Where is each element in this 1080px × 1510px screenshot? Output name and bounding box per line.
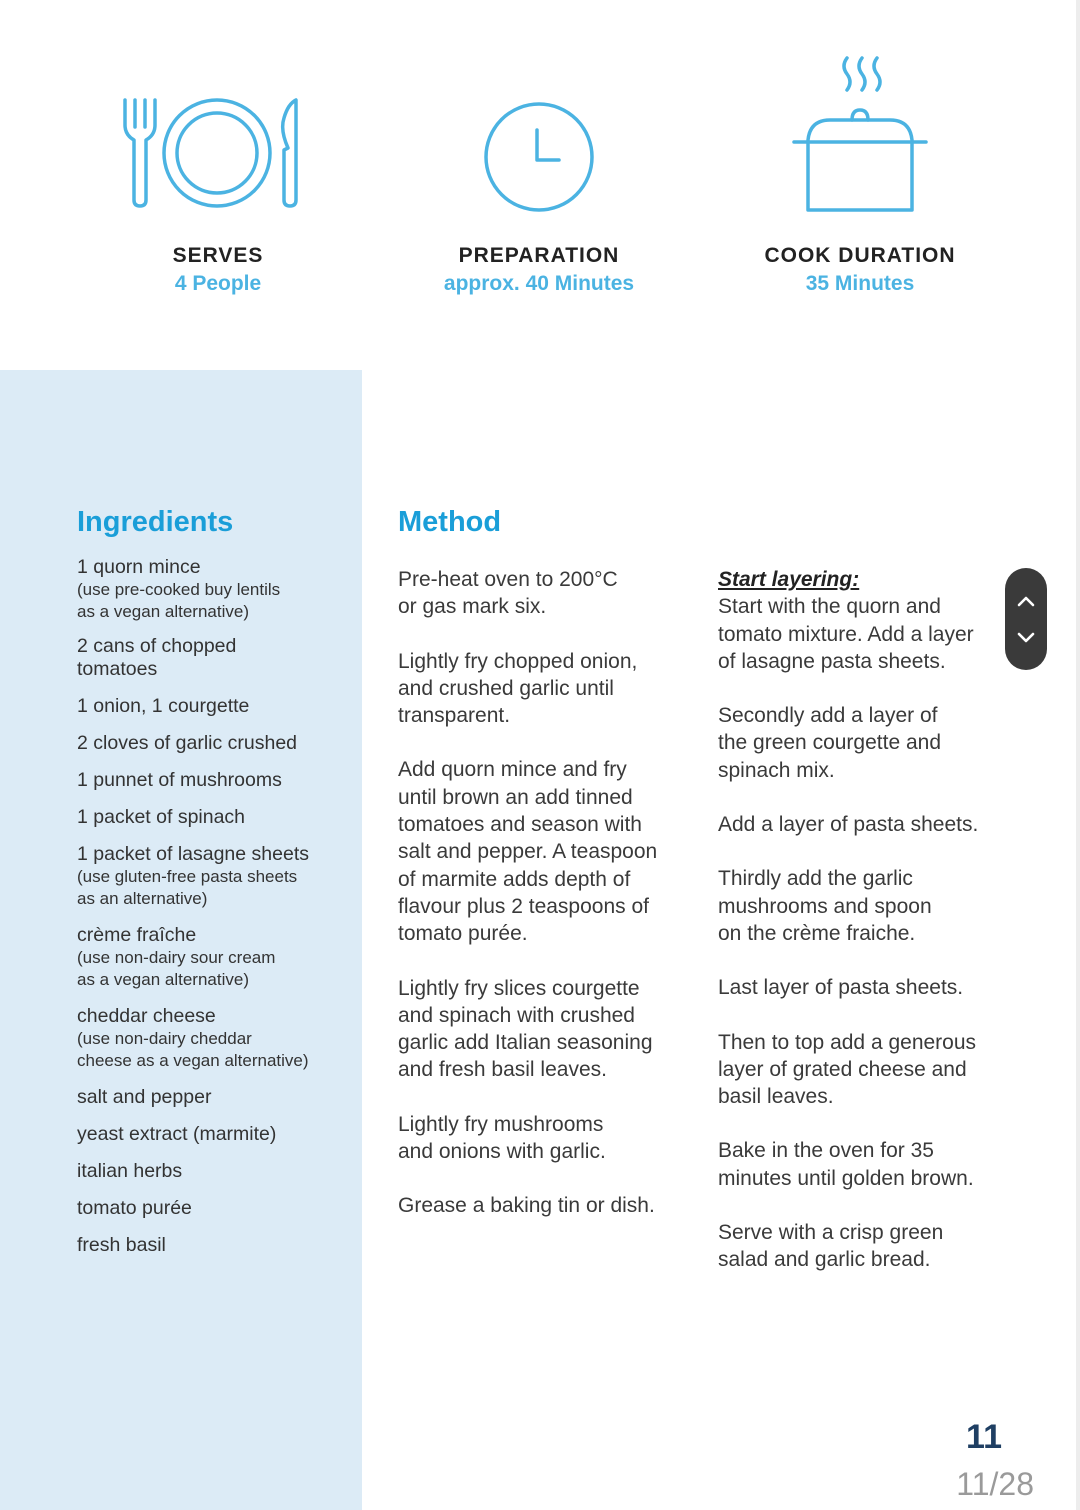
preparation-label: PREPARATION bbox=[458, 244, 620, 267]
ingredient-note: (use non-dairy sour cream as a vegan alternative) bbox=[77, 948, 276, 989]
ingredient-item bbox=[77, 1234, 357, 1257]
ingredient-item bbox=[77, 924, 357, 991]
ingredient-item bbox=[77, 1160, 357, 1183]
ingredient-text: tomato purée bbox=[77, 1197, 192, 1219]
chevron-up-icon bbox=[1016, 594, 1036, 608]
ingredient-note: (use non-dairy cheddar cheese as a vegan alternative) bbox=[77, 1029, 309, 1070]
ingredient-item bbox=[77, 843, 357, 910]
method-step: Last layer of pasta sheets. bbox=[718, 976, 964, 1000]
ingredients-list bbox=[77, 556, 357, 1271]
method-column-2 bbox=[718, 566, 1008, 1301]
cook-duration-label: COOK DURATION bbox=[764, 244, 956, 267]
ingredient-item bbox=[77, 1086, 357, 1109]
method-heading: Method bbox=[398, 506, 502, 538]
page-counter: 11/28 bbox=[956, 1466, 1034, 1502]
method-step: Add quorn mince and fry until brown an add tinned tomatoes and season with salt and pepper. A teaspoon of marmite adds depth of flavour plus 2 teaspoons of tomato purée. bbox=[398, 758, 658, 946]
method-step: Lightly fry chopped onion, and crushed garlic until transparent. bbox=[398, 649, 638, 728]
ingredient-text: 1 packet of lasagne sheets bbox=[77, 843, 309, 865]
ingredient-text: 1 quorn mince bbox=[77, 556, 201, 578]
ingredient-text: 2 cans of chopped tomatoes bbox=[77, 635, 237, 680]
serves-label: SERVES bbox=[172, 244, 264, 267]
method-step: Lightly fry slices courgette and spinach with crushed garlic add Italian seasoning and fresh basil leaves. bbox=[398, 976, 653, 1082]
ingredients-heading: Ingredients bbox=[77, 506, 234, 538]
ingredient-text: cheddar cheese bbox=[77, 1005, 216, 1027]
ingredient-item bbox=[77, 806, 357, 829]
method-step: Start with the quorn and tomato mixture. Add a layer of lasagne pasta sheets. bbox=[718, 595, 974, 673]
method-step: Then to top add a generous layer of grated cheese and basil leaves. bbox=[718, 1030, 977, 1109]
ingredient-text: 1 packet of spinach bbox=[77, 806, 246, 828]
ingredient-item bbox=[77, 1123, 357, 1146]
stat-serves bbox=[58, 0, 378, 310]
ingredient-text: 1 punnet of mushrooms bbox=[77, 769, 282, 791]
layering-lead: Start layering: bbox=[718, 568, 860, 591]
ingredient-text: italian herbs bbox=[77, 1160, 183, 1182]
chevron-down-icon bbox=[1016, 630, 1036, 644]
ingredient-text: salt and pepper bbox=[77, 1086, 212, 1108]
ingredient-item bbox=[77, 556, 357, 623]
method-step: Grease a baking tin or dish. bbox=[398, 1194, 655, 1218]
method-step: Add a layer of pasta sheets. bbox=[718, 813, 979, 837]
cook-duration-value: 35 Minutes bbox=[805, 272, 915, 295]
plate-cutlery-icon bbox=[58, 0, 378, 230]
method-step: Pre-heat oven to 200°C or gas mark six. bbox=[398, 568, 618, 619]
ingredient-item bbox=[77, 1197, 357, 1220]
method-column-1 bbox=[398, 566, 698, 1247]
ingredient-text: fresh basil bbox=[77, 1234, 166, 1256]
ingredient-text: 1 onion, 1 courgette bbox=[77, 695, 250, 717]
ingredient-note: (use gluten-free pasta sheets as an alternative) bbox=[77, 867, 298, 908]
ingredient-text: 2 cloves of garlic crushed bbox=[77, 732, 298, 754]
stat-cook-duration bbox=[700, 0, 1020, 310]
cooking-pot-icon bbox=[700, 0, 1020, 230]
method-step: Secondly add a layer of the green courgette and spinach mix. bbox=[718, 704, 942, 782]
ingredient-text: yeast extract (marmite) bbox=[77, 1123, 277, 1145]
method-step: Bake in the oven for 35 minutes until golden brown. bbox=[718, 1139, 974, 1190]
stat-preparation bbox=[379, 0, 699, 310]
ingredient-item bbox=[77, 1005, 357, 1072]
ingredient-item bbox=[77, 695, 357, 718]
page-nav-pill bbox=[1005, 568, 1047, 670]
serves-value: 4 People bbox=[174, 272, 262, 295]
next-page-button[interactable] bbox=[1005, 616, 1047, 658]
method-step: Lightly fry mushrooms and onions with garlic. bbox=[398, 1112, 606, 1164]
page-number: 11 bbox=[966, 1418, 1002, 1456]
method-step: Thirdly add the garlic mushrooms and spoon on the crème fraiche. bbox=[718, 867, 932, 945]
ingredient-item bbox=[77, 635, 357, 681]
ingredient-text: crème fraîche bbox=[77, 924, 197, 946]
ingredient-note: (use pre-cooked buy lentils as a vegan alternative) bbox=[77, 580, 281, 621]
clock-icon bbox=[379, 0, 699, 230]
ingredient-item bbox=[77, 769, 357, 792]
method-step: Serve with a crisp green salad and garlic bread. bbox=[718, 1221, 944, 1272]
preparation-value: approx. 40 Minutes bbox=[443, 272, 635, 295]
page-edge bbox=[1076, 0, 1080, 1510]
ingredient-item bbox=[77, 732, 357, 755]
